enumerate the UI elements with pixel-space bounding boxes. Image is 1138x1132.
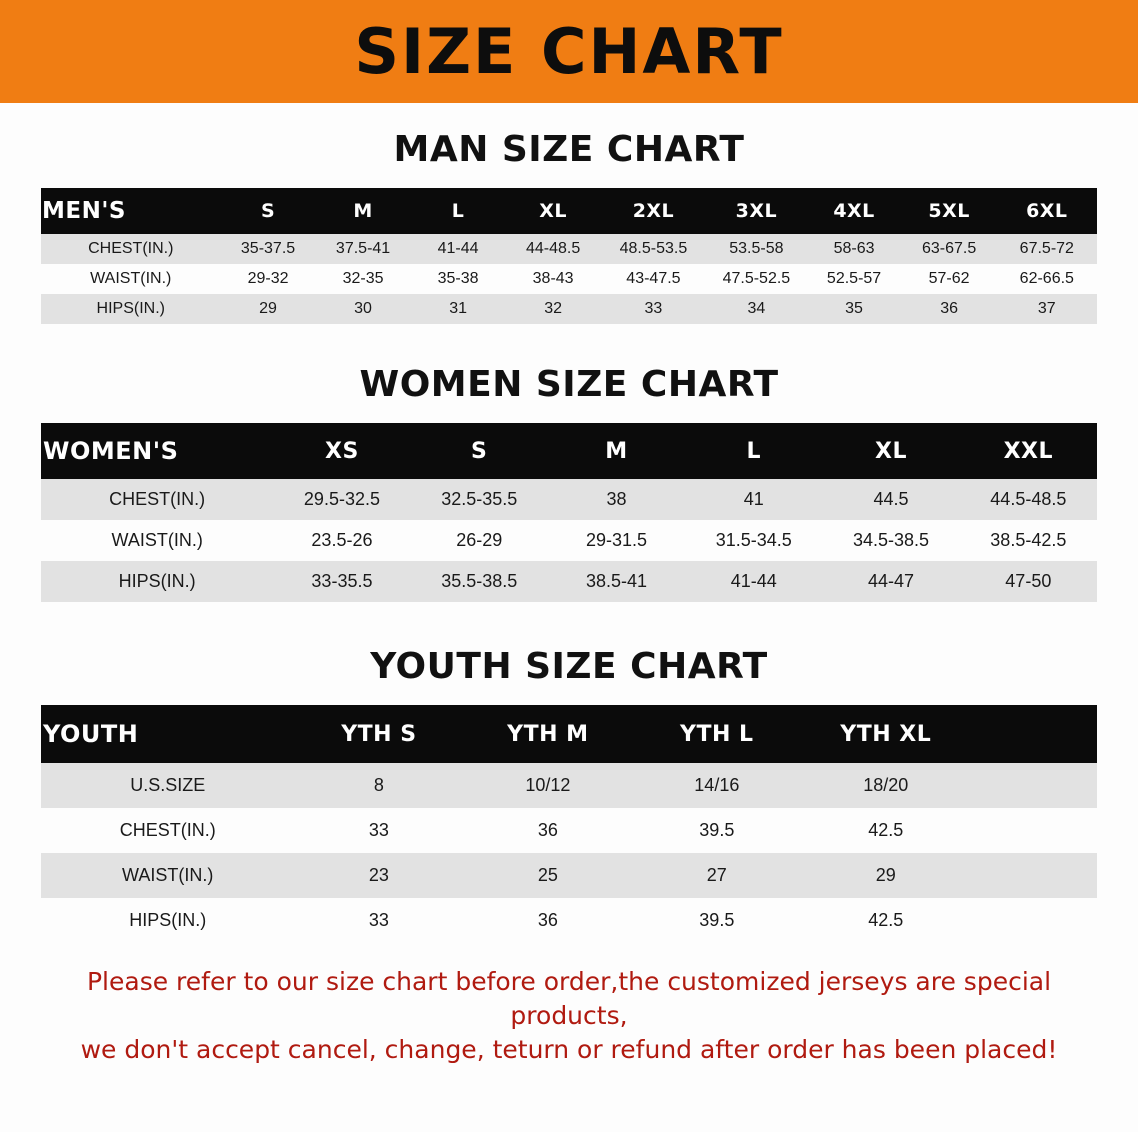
- row-label: HIPS(IN.): [41, 898, 294, 943]
- cell: 48.5-53.5: [601, 234, 707, 264]
- table-header-row: [41, 705, 1097, 763]
- cell: 10/12: [463, 763, 632, 808]
- cell-spacer: [970, 853, 1097, 898]
- table-row: [41, 808, 1097, 853]
- cell: 8: [294, 763, 463, 808]
- table-row: [41, 264, 1097, 294]
- cell: 41: [685, 479, 822, 520]
- cell: 57-62: [902, 264, 997, 294]
- column-header: YOUTH: [41, 705, 294, 763]
- row-label: HIPS(IN.): [41, 294, 221, 324]
- column-header: YTH S: [294, 705, 463, 763]
- cell: 39.5: [632, 808, 801, 853]
- cell: 35-37.5: [221, 234, 316, 264]
- women-size-table: [41, 423, 1097, 602]
- cell: 58-63: [807, 234, 902, 264]
- cell: 38.5-41: [548, 561, 685, 602]
- row-label: HIPS(IN.): [41, 561, 273, 602]
- column-header: 4XL: [807, 188, 902, 234]
- cell: 44-47: [822, 561, 959, 602]
- women-size-table-wrap: [41, 423, 1097, 602]
- table-header-row: [41, 188, 1097, 234]
- cell: 44.5-48.5: [960, 479, 1097, 520]
- column-header: MEN'S: [41, 188, 221, 234]
- column-header: YTH XL: [801, 705, 970, 763]
- cell: 35-38: [411, 264, 506, 294]
- table-header-row: [41, 423, 1097, 479]
- cell: 18/20: [801, 763, 970, 808]
- cell: 35.5-38.5: [411, 561, 548, 602]
- cell: 37.5-41: [316, 234, 411, 264]
- cell: 36: [463, 898, 632, 943]
- cell: 47.5-52.5: [706, 264, 806, 294]
- cell: 38.5-42.5: [960, 520, 1097, 561]
- cell: 23: [294, 853, 463, 898]
- table-row: [41, 561, 1097, 602]
- cell: 67.5-72: [997, 234, 1097, 264]
- women-section-title: WOMEN SIZE CHART: [359, 364, 779, 405]
- column-header: XXL: [960, 423, 1097, 479]
- cell: 26-29: [411, 520, 548, 561]
- cell: 30: [316, 294, 411, 324]
- cell: 44.5: [822, 479, 959, 520]
- cell: 33: [601, 294, 707, 324]
- column-header: M: [316, 188, 411, 234]
- cell: 43-47.5: [601, 264, 707, 294]
- cell: 42.5: [801, 808, 970, 853]
- cell: 31.5-34.5: [685, 520, 822, 561]
- cell: 63-67.5: [902, 234, 997, 264]
- column-header: YTH L: [632, 705, 801, 763]
- man-size-table-wrap: [41, 188, 1097, 324]
- cell: 35: [807, 294, 902, 324]
- youth-section-title: YOUTH SIZE CHART: [370, 646, 768, 687]
- cell: 33-35.5: [273, 561, 410, 602]
- cell: 32: [506, 294, 601, 324]
- row-label: CHEST(IN.): [41, 479, 273, 520]
- page-title: SIZE CHART: [354, 14, 784, 88]
- table-row: [41, 294, 1097, 324]
- row-label: WAIST(IN.): [41, 520, 273, 561]
- cell: 34.5-38.5: [822, 520, 959, 561]
- cell: 36: [902, 294, 997, 324]
- table-row: [41, 234, 1097, 264]
- row-label: U.S.SIZE: [41, 763, 294, 808]
- header-banner: [0, 0, 1138, 103]
- cell: 14/16: [632, 763, 801, 808]
- policy-note-line-1: Please refer to our size chart before order,the customized jerseys are special products,: [86, 967, 1052, 1030]
- row-label: WAIST(IN.): [41, 853, 294, 898]
- table-row: [41, 898, 1097, 943]
- cell: 47-50: [960, 561, 1097, 602]
- man-size-table: [41, 188, 1097, 324]
- column-header-spacer: [970, 705, 1097, 763]
- cell: 32-35: [316, 264, 411, 294]
- column-header: S: [411, 423, 548, 479]
- cell: 32.5-35.5: [411, 479, 548, 520]
- column-header: YTH M: [463, 705, 632, 763]
- cell: 29: [801, 853, 970, 898]
- column-header: 5XL: [902, 188, 997, 234]
- table-row: [41, 520, 1097, 561]
- cell: 41-44: [411, 234, 506, 264]
- cell: 52.5-57: [807, 264, 902, 294]
- table-row: [41, 479, 1097, 520]
- column-header: XS: [273, 423, 410, 479]
- cell-spacer: [970, 898, 1097, 943]
- cell: 29.5-32.5: [273, 479, 410, 520]
- cell: 38-43: [506, 264, 601, 294]
- man-section-title: MAN SIZE CHART: [393, 129, 745, 170]
- cell: 33: [294, 898, 463, 943]
- column-header: L: [411, 188, 506, 234]
- cell: 34: [706, 294, 806, 324]
- column-header: 3XL: [706, 188, 806, 234]
- cell: 53.5-58: [706, 234, 806, 264]
- cell: 42.5: [801, 898, 970, 943]
- cell: 39.5: [632, 898, 801, 943]
- column-header: XL: [506, 188, 601, 234]
- table-row: [41, 853, 1097, 898]
- policy-note: [69, 965, 1069, 1066]
- row-label: CHEST(IN.): [41, 808, 294, 853]
- row-label: WAIST(IN.): [41, 264, 221, 294]
- youth-size-table-wrap: [41, 705, 1097, 943]
- cell: 33: [294, 808, 463, 853]
- column-header: M: [548, 423, 685, 479]
- cell: 31: [411, 294, 506, 324]
- column-header: WOMEN'S: [41, 423, 273, 479]
- cell: 36: [463, 808, 632, 853]
- cell: 23.5-26: [273, 520, 410, 561]
- cell: 41-44: [685, 561, 822, 602]
- cell-spacer: [970, 763, 1097, 808]
- cell: 27: [632, 853, 801, 898]
- cell: 38: [548, 479, 685, 520]
- cell: 29-31.5: [548, 520, 685, 561]
- cell: 44-48.5: [506, 234, 601, 264]
- cell: 25: [463, 853, 632, 898]
- cell: 29: [221, 294, 316, 324]
- cell: 62-66.5: [997, 264, 1097, 294]
- cell: 29-32: [221, 264, 316, 294]
- cell: 37: [997, 294, 1097, 324]
- policy-note-line-2: we don't accept cancel, change, teturn or refund after order has been placed!: [80, 1034, 1058, 1064]
- column-header: 2XL: [601, 188, 707, 234]
- column-header: 6XL: [997, 188, 1097, 234]
- table-row: [41, 763, 1097, 808]
- cell-spacer: [970, 808, 1097, 853]
- column-header: XL: [822, 423, 959, 479]
- column-header: S: [221, 188, 316, 234]
- youth-size-table: [41, 705, 1097, 943]
- row-label: CHEST(IN.): [41, 234, 221, 264]
- column-header: L: [685, 423, 822, 479]
